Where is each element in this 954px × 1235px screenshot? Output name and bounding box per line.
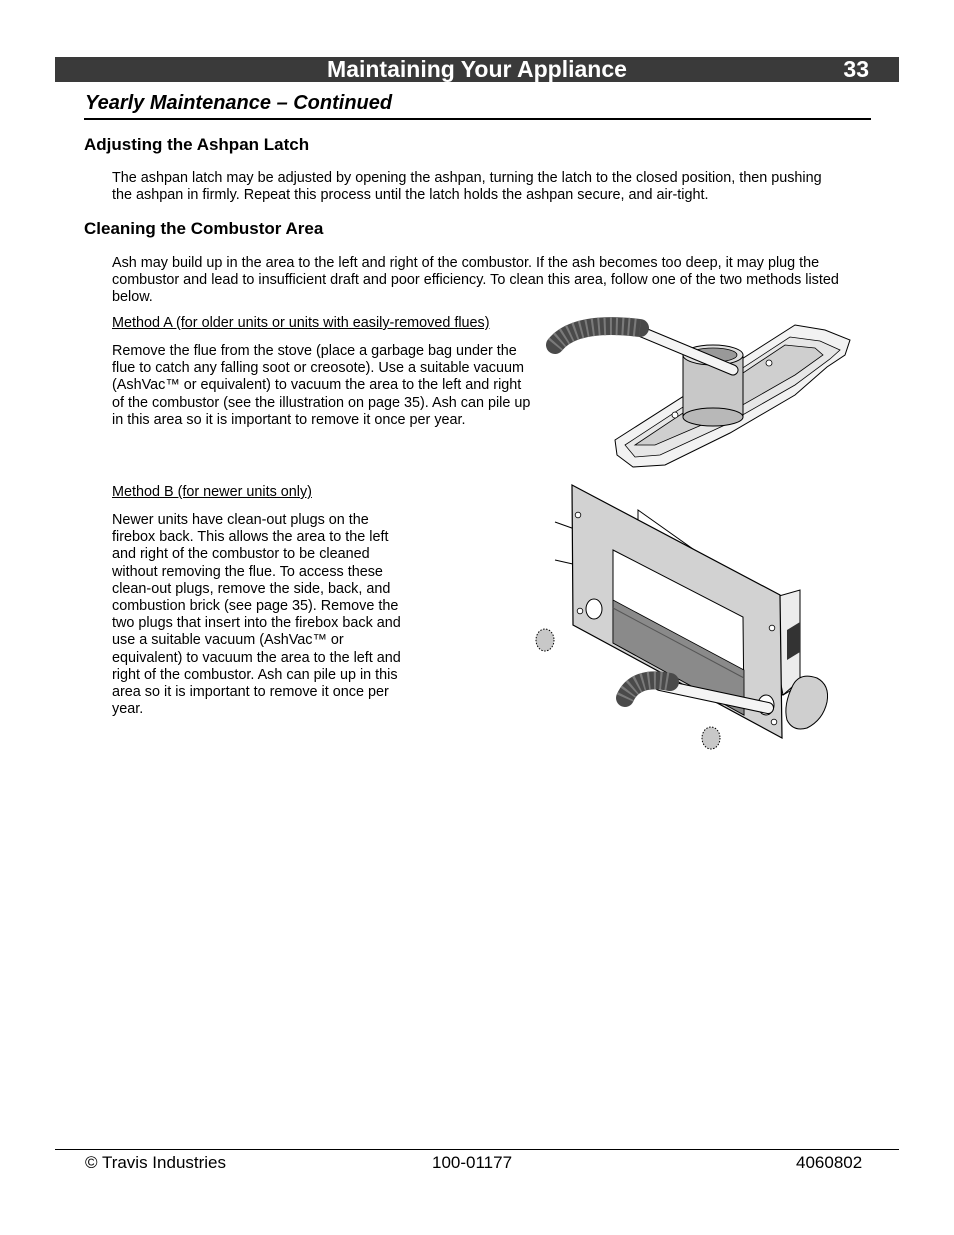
- combustor-intro: Ash may build up in the area to the left and right of the combustor. If the ash becomes too deep, it may plug the combustor and lead to insufficient draft and poor efficiency. To clean this area, follow one of the two methods listed below.: [112, 255, 839, 306]
- footer-document-number: 100-01177: [432, 1153, 513, 1172]
- method-a-body: Remove the flue from the stove (place a garbage bag under the flue to catch any falling soot or creosote). Use a suitable vacuum (AshVac™ or equivalent) to vacuum the area to the left and right of the combustor (see the illustration on page 35). Ash can pile up in this area so it is important to remove it once per year.: [112, 343, 531, 428]
- heading-ashpan-latch: Adjusting the Ashpan Latch: [84, 135, 310, 154]
- footer-copyright: © Travis Industries: [85, 1153, 227, 1172]
- method-b-illustration: [525, 480, 860, 755]
- footer-revision-code: 4060802: [796, 1153, 863, 1172]
- subtitle-divider: [84, 118, 871, 120]
- footer-divider: [55, 1149, 899, 1150]
- method-a-illustration: [545, 315, 860, 480]
- page-number: 33: [843, 56, 869, 82]
- heading-cleaning-combustor: Cleaning the Combustor Area: [84, 219, 324, 238]
- page-title: Maintaining Your Appliance: [327, 56, 627, 82]
- section-subtitle: Yearly Maintenance – Continued: [85, 92, 393, 114]
- method-b-title: Method B (for newer units only): [112, 484, 312, 500]
- method-b-body: Newer units have clean-out plugs on the firebox back. This allows the area to the left and right of the combustor to be cleaned without removing the flue. To access these clean-out plugs, remove the side, back, and combustion brick (see page 35). Remove the two plugs that insert into the firebox back and use a suitable vacuum (AshVac™ or equivalent) to vacuum the area to the left and right of the combustor. Ash can pile up in this area so it is important to remove it once per year.: [112, 512, 401, 718]
- page-header-bar: [55, 57, 899, 82]
- method-a-title: Method A (for older units or units with easily-removed flues): [112, 315, 490, 331]
- ashpan-latch-body: The ashpan latch may be adjusted by opening the ashpan, turning the latch to the closed position, then pushing the ashpan in firmly. Repeat this process until the latch holds the ashpan secure, and air-tight.: [112, 170, 822, 204]
